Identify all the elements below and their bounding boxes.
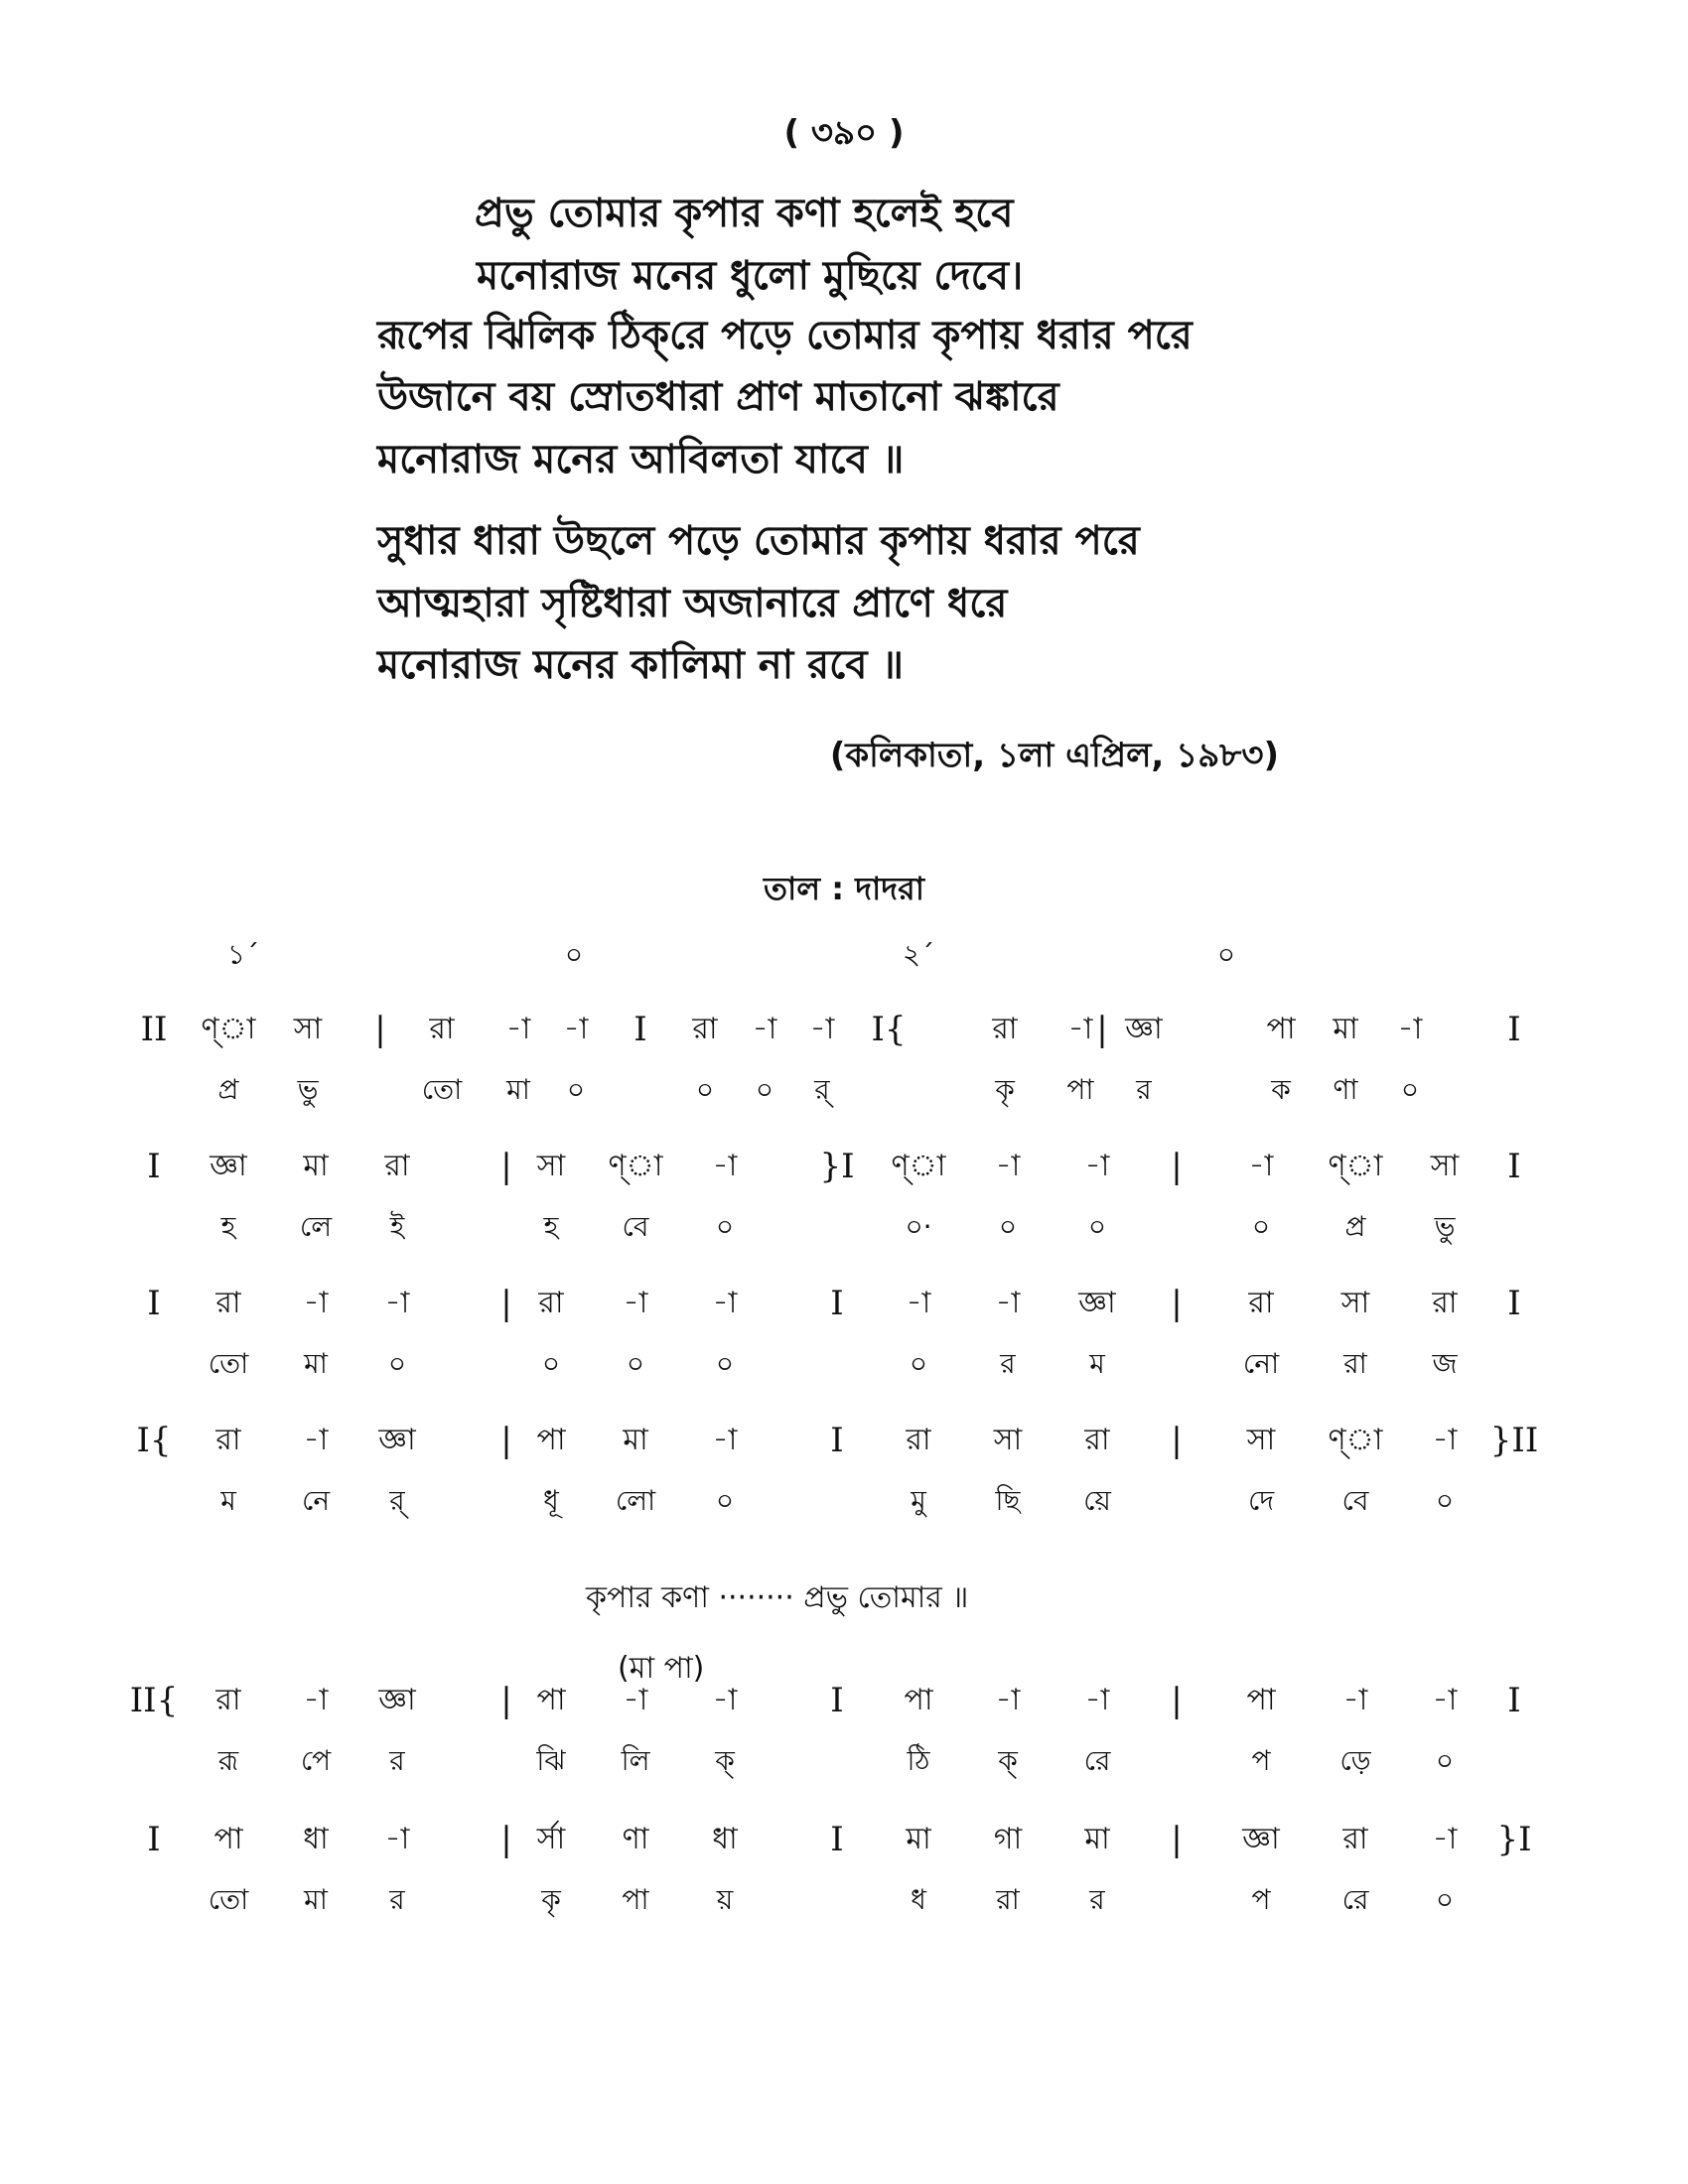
note-cell: রা <box>384 1149 410 1183</box>
note-cell: পা <box>213 1822 243 1856</box>
note-cell: রা <box>906 1423 931 1457</box>
lyric-line: রূপের ঝিলিক ঠিক্‌রে পড়ে তোমার কৃপায় ধরার পরে <box>377 313 1193 358</box>
bar-marker: | <box>500 1284 512 1323</box>
note-cell: র্সা <box>536 1822 566 1856</box>
syllable-cell: লি <box>621 1744 650 1777</box>
note-cell: জ্ঞা <box>1078 1286 1116 1320</box>
syllable-cell: য়ে <box>1083 1484 1111 1517</box>
note-cell: রা <box>692 1012 718 1046</box>
syllable-cell: ০ <box>755 1073 774 1106</box>
syllable-cell: তো <box>208 1347 249 1380</box>
note-cell: -া <box>995 1149 1021 1183</box>
bar-marker: | <box>500 1820 512 1859</box>
note-cell: পা <box>536 1423 566 1457</box>
note-cell: রা <box>1248 1286 1274 1320</box>
lyric-line: মনোরাজ মনের আবিলতা যাবে ॥ <box>377 437 905 482</box>
syllable-cell: বে <box>622 1210 649 1243</box>
syllable-cell: প্র <box>1344 1210 1366 1243</box>
bar-marker: I <box>830 1284 844 1323</box>
syllable-cell: ০ <box>1435 1883 1455 1916</box>
bar-marker: I{ <box>136 1421 172 1460</box>
bar-marker: | <box>500 1681 512 1720</box>
note-cell: -া <box>303 1683 329 1717</box>
bar-marker: I <box>1507 1681 1521 1720</box>
note-cell: -া <box>1067 1012 1093 1046</box>
note-cell: -া <box>623 1286 648 1320</box>
bar-marker: | <box>500 1421 512 1460</box>
syllable-cell: ০ <box>1251 1210 1271 1243</box>
syllable-cell: ০· <box>905 1210 932 1243</box>
note-cell: -া <box>303 1286 329 1320</box>
syllable-cell: কৃ <box>995 1073 1015 1106</box>
note-cell: সা <box>1430 1149 1460 1183</box>
tala-heading: তাল : দাদরা <box>764 870 924 907</box>
lyric-line: উজানে বয় স্রোতধারা প্রাণ মাতানো ঝঙ্কারে <box>377 374 1059 420</box>
lyric-line: মনোরাজ মনের কালিমা না রবে ॥ <box>377 642 905 688</box>
syllable-cell: মু <box>911 1484 926 1517</box>
bar-marker: }II <box>1489 1421 1539 1460</box>
note-cell: রা <box>215 1286 241 1320</box>
note-cell: -া <box>995 1286 1021 1320</box>
lyric-line: মনোরাজ মনের ধুলো মুছিয়ে দেবে। <box>477 253 1024 299</box>
syllable-cell: য় <box>716 1883 734 1916</box>
syllable-cell: ০ <box>626 1347 645 1380</box>
syllable-cell: ক্‌ <box>715 1744 735 1777</box>
syllable-cell: রা <box>1343 1347 1367 1380</box>
bar-marker: I <box>1507 1010 1521 1049</box>
note-cell: -া <box>1432 1683 1458 1717</box>
syllable-cell: ০ <box>695 1073 715 1106</box>
note-cell: মা <box>1084 1822 1110 1856</box>
syllable-cell: লো <box>615 1484 656 1517</box>
syllable-cell: ভু <box>297 1073 319 1106</box>
syllable-cell: র <box>1136 1073 1152 1106</box>
syllable-cell: রে <box>1341 1883 1369 1916</box>
note-cell: -া <box>712 1423 738 1457</box>
bar-marker: I <box>147 1284 161 1323</box>
syllable-cell: ০ <box>1435 1484 1455 1517</box>
note-cell: রা <box>1342 1822 1368 1856</box>
note-cell: -া <box>505 1012 531 1046</box>
note-cell: মা <box>906 1822 931 1856</box>
note-cell: -া <box>906 1286 931 1320</box>
note-cell: পা <box>1266 1012 1296 1046</box>
note-cell: গা <box>993 1822 1023 1856</box>
note-cell: রা <box>1084 1423 1110 1457</box>
syllable-cell: ম <box>1089 1347 1105 1380</box>
syllable-cell: ০ <box>998 1210 1018 1243</box>
syllable-cell: লে <box>299 1210 333 1243</box>
note-cell: জ্ঞা <box>210 1149 247 1183</box>
note-cell: ণ্‌া <box>1328 1423 1383 1457</box>
note-cell: -া <box>623 1683 648 1717</box>
syllable-cell: বে <box>1341 1484 1369 1517</box>
syllable-cell: ০ <box>1087 1210 1107 1243</box>
syllable-cell: তো <box>421 1073 463 1106</box>
note-cell: -া <box>303 1423 329 1457</box>
syllable-cell: রা <box>996 1883 1020 1916</box>
note-cell: জ্ঞা <box>1125 1012 1163 1046</box>
beat-marker: ২´ <box>902 938 935 971</box>
syllable-cell: ০ <box>387 1347 407 1380</box>
bar-marker: I{ <box>871 1010 907 1049</box>
beat-marker: ০ <box>1216 938 1236 971</box>
bar-marker: }I <box>1496 1820 1532 1859</box>
bar-marker: I <box>830 1421 844 1460</box>
syllable-cell: পে <box>300 1744 332 1777</box>
note-cell: ণ্‌া <box>1328 1149 1383 1183</box>
note-cell: পা <box>1246 1683 1276 1717</box>
note-cell: -া <box>384 1286 410 1320</box>
syllable-cell: ০ <box>566 1073 586 1106</box>
syllable-cell: নে <box>301 1484 331 1517</box>
beat-marker: ১´ <box>226 938 260 971</box>
note-cell: মা <box>1333 1012 1358 1046</box>
note-cell: ণ্‌া <box>608 1149 663 1183</box>
syllable-cell: ০ <box>541 1347 561 1380</box>
note-cell: সা <box>1246 1423 1276 1457</box>
note-cell: জ্ঞা <box>378 1423 416 1457</box>
bar-marker: I <box>633 1010 647 1049</box>
syllable-cell: ক <box>1271 1073 1291 1106</box>
bar-marker: | <box>1171 1284 1183 1323</box>
syllable-cell: পা <box>622 1883 649 1916</box>
bar-marker: | <box>1096 1010 1108 1049</box>
syllable-cell: ভু <box>1434 1210 1456 1243</box>
lyric-line: আত্মহারা সৃষ্টিধারা অজানারে প্রাণে ধরে <box>377 581 1008 626</box>
note-cell: -া <box>1342 1683 1368 1717</box>
note-cell: -া <box>712 1149 738 1183</box>
syllable-cell: র <box>1089 1883 1105 1916</box>
beat-marker: ০ <box>564 938 584 971</box>
bar-marker: I <box>1507 1147 1521 1186</box>
syllable-cell: ণা <box>1333 1073 1358 1106</box>
note-cell: ধা <box>712 1822 738 1856</box>
note-cell: রা <box>429 1012 455 1046</box>
syllable-cell: রে <box>1083 1744 1111 1777</box>
syllable-cell: কৃ <box>541 1883 561 1916</box>
note-cell: -া <box>712 1286 738 1320</box>
syllable-cell: নো <box>1242 1347 1280 1380</box>
note-cell: ণ্‌া <box>891 1149 946 1183</box>
syllable-cell: র্‌ <box>814 1073 830 1106</box>
bar-marker: | <box>1171 1681 1183 1720</box>
note-cell: সা <box>536 1149 566 1183</box>
note-cell: জ্ঞা <box>378 1683 416 1717</box>
syllable-cell: ই <box>389 1210 405 1243</box>
syllable-cell: মা <box>304 1347 328 1380</box>
syllable-cell: মা <box>506 1073 530 1106</box>
note-cell: -া <box>1084 1149 1110 1183</box>
note-cell: -া <box>1397 1012 1423 1046</box>
note-cell: -া <box>1432 1822 1458 1856</box>
lyric-line: সুধার ধারা উছলে পড়ে তোমার কৃপায় ধরার পরে <box>377 518 1140 564</box>
syllable-cell: ঝি <box>536 1744 566 1777</box>
note-cell: পা <box>904 1683 933 1717</box>
syllable-cell: র্‌ <box>389 1484 405 1517</box>
bar-marker: | <box>1171 1820 1183 1859</box>
lyric-line: প্রভু তোমার কৃপার কণা হলেই হবে <box>475 191 1014 236</box>
note-cell: -া <box>752 1012 777 1046</box>
note-cell: -া <box>563 1012 589 1046</box>
note-cell: রা <box>538 1286 564 1320</box>
syllable-cell: প্র <box>217 1073 239 1106</box>
syllable-cell: ০ <box>909 1347 928 1380</box>
syllable-cell: প <box>1251 1883 1271 1916</box>
note-cell: রা <box>992 1012 1018 1046</box>
syllable-cell: ঠি <box>907 1744 930 1777</box>
syllable-cell: দে <box>1247 1484 1275 1517</box>
note-cell: রা <box>215 1683 241 1717</box>
note-cell: রা <box>215 1423 241 1457</box>
note-cell: সা <box>1340 1286 1370 1320</box>
syllable-cell: ক্‌ <box>998 1744 1018 1777</box>
bar-marker: II <box>140 1010 168 1049</box>
syllable-cell: মা <box>304 1883 328 1916</box>
syllable-cell: র <box>1000 1347 1016 1380</box>
note-cell: মা <box>303 1149 329 1183</box>
note-cell: সা <box>293 1012 323 1046</box>
syllable-cell: ০ <box>715 1210 735 1243</box>
bar-marker: }I <box>819 1147 855 1186</box>
note-cell: -া <box>809 1012 835 1046</box>
note-cell: -া <box>1084 1683 1110 1717</box>
bar-marker: I <box>830 1681 844 1720</box>
bar-marker: I <box>147 1820 161 1859</box>
syllable-cell: ০ <box>1400 1073 1420 1106</box>
note-cell: জ্ঞা <box>1242 1822 1280 1856</box>
bar-marker: | <box>1171 1147 1183 1186</box>
variant-notes: (মা পা) <box>618 1651 705 1686</box>
syllable-cell: ০ <box>715 1484 735 1517</box>
syllable-cell: ধ <box>911 1883 926 1916</box>
syllable-cell: ছি <box>995 1484 1021 1517</box>
syllable-cell: র <box>389 1883 405 1916</box>
note-cell: মা <box>623 1423 648 1457</box>
syllable-cell: পা <box>1066 1073 1094 1106</box>
note-cell: ধা <box>303 1822 329 1856</box>
syllable-cell: র <box>389 1744 405 1777</box>
note-cell: -া <box>995 1683 1021 1717</box>
page-number: ( ৩৯০ ) <box>783 113 905 153</box>
syllable-cell: হ <box>543 1210 559 1243</box>
note-cell: -া <box>1248 1149 1274 1183</box>
note-cell: -া <box>1432 1423 1458 1457</box>
refrain-line: কৃপার কণা ········ প্রভু তোমার ॥ <box>586 1580 969 1615</box>
note-cell: -া <box>384 1822 410 1856</box>
note-cell: ণা <box>622 1822 649 1856</box>
bar-marker: I <box>1507 1284 1521 1323</box>
syllable-cell: ০ <box>1435 1744 1455 1777</box>
syllable-cell: তো <box>208 1883 249 1916</box>
syllable-cell: ০ <box>715 1347 735 1380</box>
bar-marker: | <box>374 1010 386 1049</box>
bar-marker: | <box>1171 1421 1183 1460</box>
syllable-cell: ড়ে <box>1339 1744 1371 1777</box>
note-cell: ণ্‌া <box>201 1012 256 1046</box>
dateline: (কলিকাতা, ১লা এপ্রিল, ১৯৮৩) <box>829 736 1279 775</box>
bar-marker: | <box>500 1147 512 1186</box>
syllable-cell: জ <box>1432 1347 1458 1380</box>
syllable-cell: হ <box>220 1210 236 1243</box>
note-cell: -া <box>712 1683 738 1717</box>
syllable-cell: প <box>1251 1744 1271 1777</box>
syllable-cell: রূ <box>217 1744 239 1777</box>
syllable-cell: ম <box>220 1484 236 1517</box>
bar-marker: I <box>147 1147 161 1186</box>
note-cell: সা <box>993 1423 1023 1457</box>
bar-marker: I <box>830 1820 844 1859</box>
note-cell: রা <box>1432 1286 1458 1320</box>
note-cell: পা <box>536 1683 566 1717</box>
syllable-cell: ধূ <box>543 1484 559 1517</box>
bar-marker: II{ <box>129 1681 179 1720</box>
